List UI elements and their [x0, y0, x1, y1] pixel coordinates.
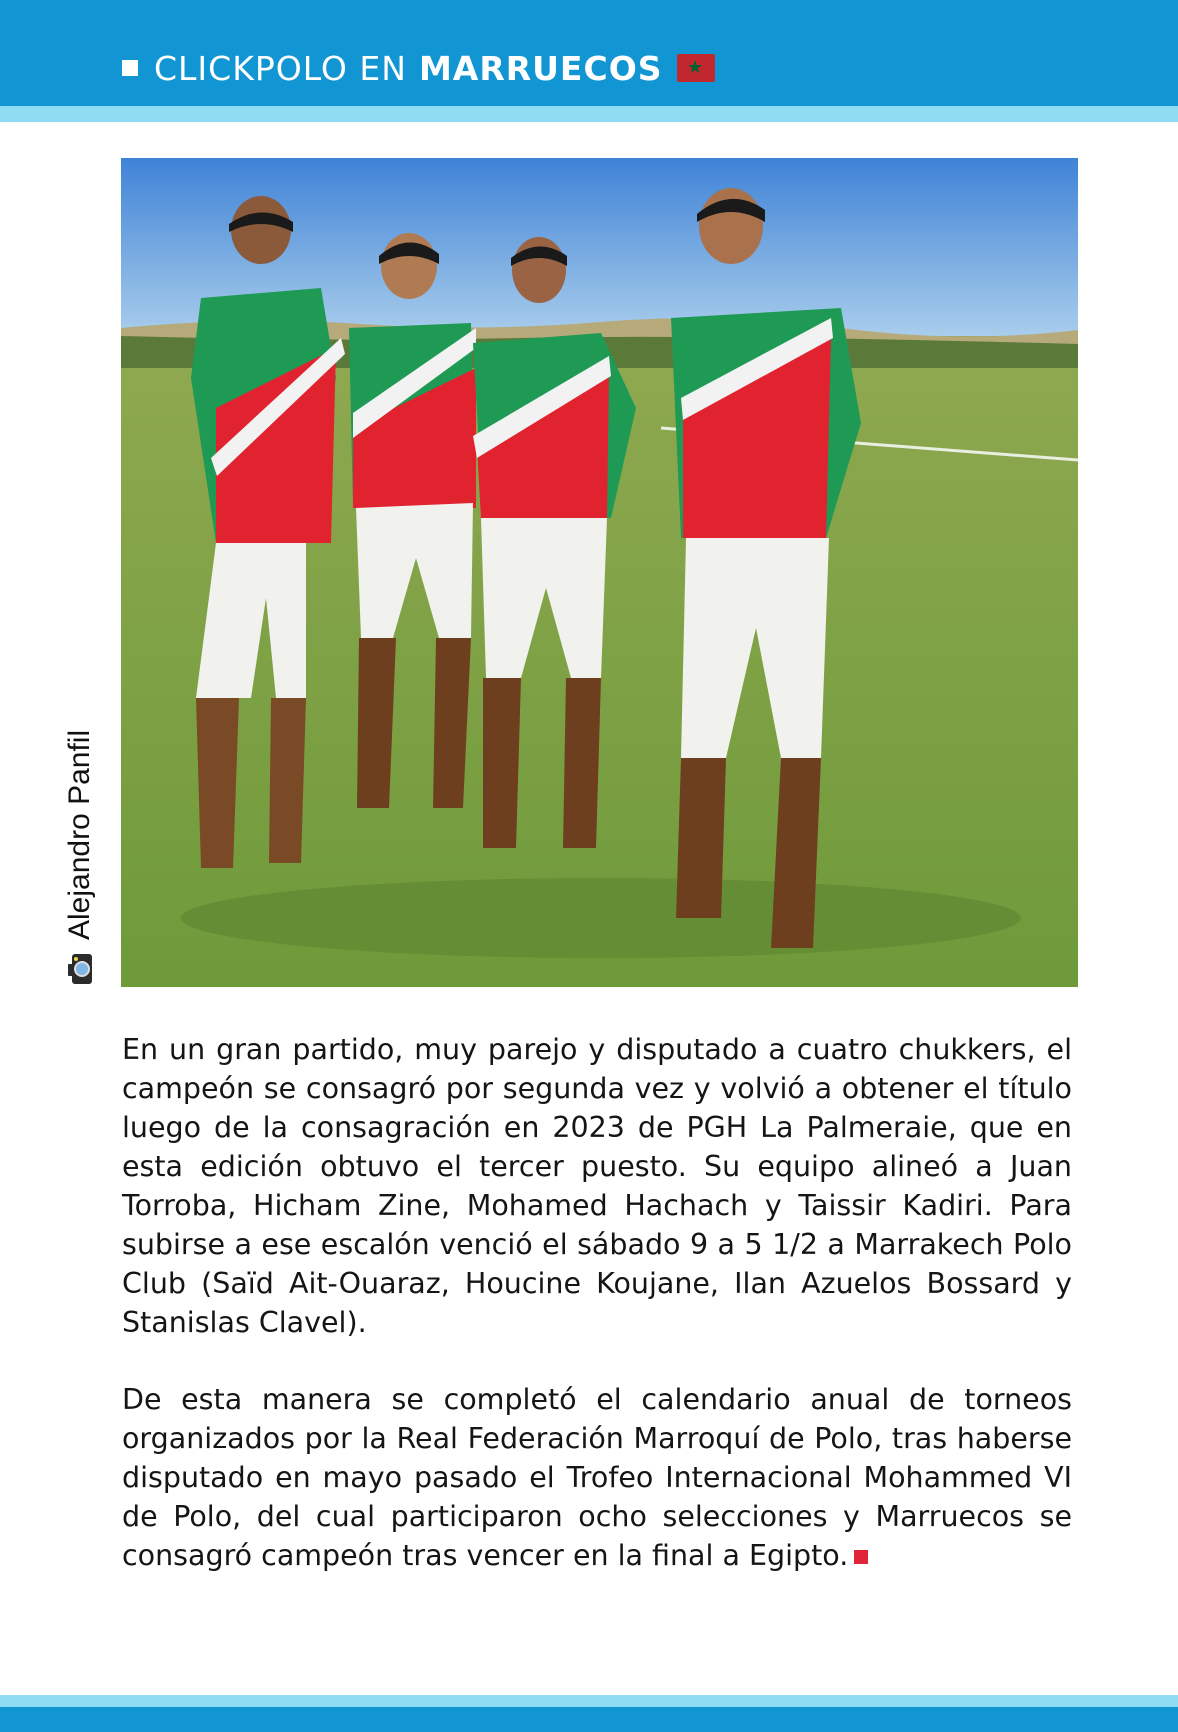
paragraph-2-text: De esta manera se completó el calendario anual de torneos organizados por la Real Federación Marroquí de Polo, tras haberse disputado en mayo pasado el Trofeo Internacional Mohammed VI de Polo, del cual participaron ocho selecciones y Marruecos se consagró campeón tras vencer en la final a Egipto. [122, 1383, 1072, 1572]
footer-bar [0, 1707, 1178, 1732]
header-stripe [0, 106, 1178, 122]
photo-credit [58, 656, 102, 986]
team-photo [121, 158, 1078, 987]
paragraph-1-text: En un gran partido, muy parejo y disputado a cuatro chukkers, el campeón se consagró por segunda vez y volvió a obtener el título luego de la consagración en 2023 de PGH La Palmeraie, que en esta edición obtuvo el tercer puesto. Su equipo alineó a Juan Torroba, Hicham Zine, Mohamed Hachach y Taissir Kadiri. Para subirse a ese escalón venció el sábado 9 a 5 1/2 a Marrakech Polo Club (Saïd Ait-Ouaraz, Houcine Koujane, Ilan Azuelos Bossard y Stanislas Clavel). [122, 1033, 1072, 1339]
end-mark-icon [854, 1550, 868, 1564]
section-title-light: CLICKPOLO EN [154, 48, 407, 88]
paragraph [122, 1030, 1072, 1342]
paragraph [122, 1380, 1072, 1575]
section-title-bold: MARRUECOS [418, 48, 663, 88]
morocco-flag-icon: ★ [677, 54, 715, 82]
bullet-square-icon [122, 60, 138, 76]
camera-icon [64, 952, 96, 986]
photo-credit-text: Alejandro Panfil [63, 729, 96, 940]
section-title [122, 46, 715, 90]
article-body [122, 1030, 1072, 1613]
footer-stripe [0, 1695, 1178, 1707]
